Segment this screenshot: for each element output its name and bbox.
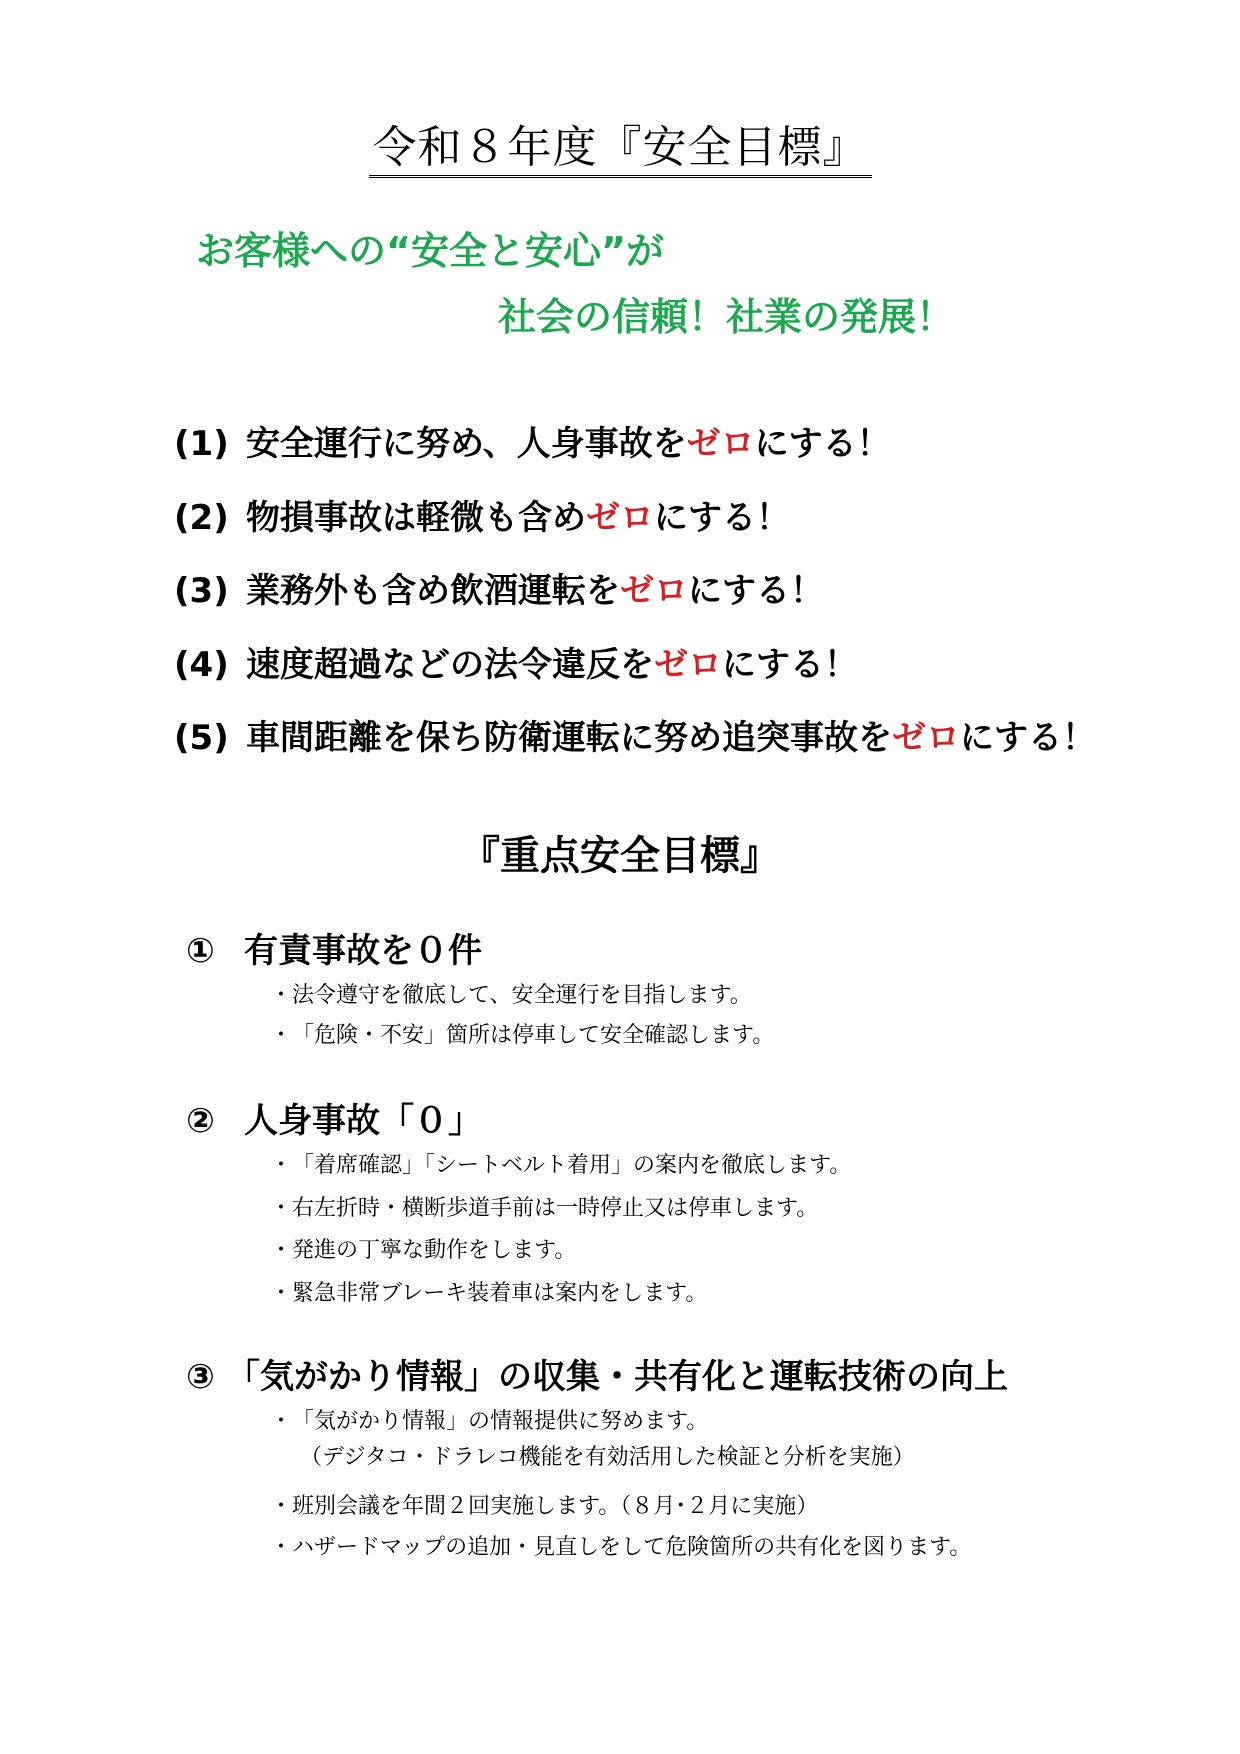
section-heading-text: 「気がかり情報」の収集・共有化と運転技術の向上 xyxy=(226,1357,1008,1397)
goal-emphasis: ゼロ xyxy=(686,424,755,464)
bullet-dot: ・ xyxy=(270,1196,293,1221)
bullet-item xyxy=(270,980,752,1012)
slogan-line-2: 社会の信頼！社業の発展！ xyxy=(498,295,955,339)
bullet-item xyxy=(270,1406,708,1438)
bullet-text: 緊急非常ブレーキ装着車は案内をします。 xyxy=(292,1281,708,1306)
goal-text: 業務外も含め飲酒運転を xyxy=(246,571,620,611)
goal-emphasis: ゼロ xyxy=(892,718,960,758)
bullet-dot: ・ xyxy=(270,1238,293,1263)
goal-number: (3) xyxy=(174,571,229,611)
section-heading xyxy=(186,928,482,974)
bullet-dot: ・ xyxy=(270,1153,293,1178)
bullet-dot: ・ xyxy=(270,1281,293,1306)
goal-text-end: にする！ xyxy=(754,424,891,464)
section-number: ③ xyxy=(186,1357,215,1397)
section-number: ① xyxy=(186,931,215,971)
goal-emphasis: ゼロ xyxy=(620,571,688,611)
section-heading xyxy=(186,1098,482,1144)
goal-text-end: にする！ xyxy=(722,645,858,685)
bullet-dot: ・ xyxy=(270,1409,293,1434)
goal-text-end: にする！ xyxy=(688,571,824,611)
bullet-text: 右左折時・横断歩道手前は一時停止又は停車します。 xyxy=(292,1196,819,1221)
bullet-text: ハザードマップの追加・見直しをして危険箇所の共有化を図ります。 xyxy=(292,1535,972,1560)
bullet-text: 「危険・不安」箇所は停車して安全確認します。 xyxy=(292,1023,775,1048)
page-title-text: 令和８年度『安全目標』 xyxy=(369,121,872,178)
goal-text: 速度超過などの法令違反を xyxy=(246,645,654,685)
goal-item xyxy=(174,567,824,615)
section-heading-text: 人身事故「０」 xyxy=(244,1101,482,1141)
goal-item xyxy=(174,714,1096,762)
bullet-dot: ・ xyxy=(270,1494,293,1519)
section-title: 『重点安全目標』 xyxy=(460,833,780,879)
bullet-item xyxy=(270,1193,818,1225)
bullet-dot: ・ xyxy=(270,983,293,1008)
goal-number: (2) xyxy=(174,498,229,538)
section-heading xyxy=(186,1354,1008,1400)
goal-text: 物損事故は軽微も含め xyxy=(246,498,586,538)
bullet-dot: ・ xyxy=(270,1535,293,1560)
goal-number: (1) xyxy=(174,424,229,464)
bullet-item xyxy=(270,1235,576,1267)
goal-item xyxy=(174,420,891,468)
bullet-text: 「気がかり情報」の情報提供に努めます。 xyxy=(292,1409,709,1434)
section-number: ② xyxy=(186,1101,215,1141)
bullet-dot: ・ xyxy=(270,1023,293,1048)
bullet-note: （デジタコ・ドラレコ機能を有効活用した検証と分析を実施） xyxy=(300,1445,915,1470)
bullet-text: 法令遵守を徹底して、安全運行を目指します。 xyxy=(292,983,752,1008)
goal-emphasis: ゼロ xyxy=(586,498,654,538)
goal-number: (5) xyxy=(174,718,229,758)
goal-text: 車間距離を保ち防衛運転に努め追突事故を xyxy=(246,718,892,758)
bullet-item xyxy=(270,1150,851,1182)
page-title xyxy=(0,118,1240,178)
bullet-item xyxy=(270,1491,818,1523)
section-heading-text: 有責事故を０件 xyxy=(244,931,482,971)
goal-item xyxy=(174,494,790,542)
slogan-line-1: お客様への“安全と安心”が xyxy=(196,229,664,273)
goal-emphasis: ゼロ xyxy=(654,645,722,685)
goal-text-end: にする！ xyxy=(654,498,790,538)
bullet-item xyxy=(270,1020,774,1052)
bullet-item xyxy=(270,1278,707,1310)
goal-item xyxy=(174,641,858,689)
bullet-item xyxy=(270,1532,971,1564)
goal-number: (4) xyxy=(174,645,229,685)
goal-text: 安全運行に努め、人身事故を xyxy=(246,424,687,464)
bullet-text: 「着席確認」「シートベルト着用」の案内を徹底します。 xyxy=(292,1153,852,1178)
goal-text-end: にする！ xyxy=(960,718,1096,758)
bullet-text: 発進の丁寧な動作をします。 xyxy=(292,1238,577,1263)
bullet-text: 班別会議を年間２回実施します。（８月･２月に実施） xyxy=(292,1494,819,1519)
